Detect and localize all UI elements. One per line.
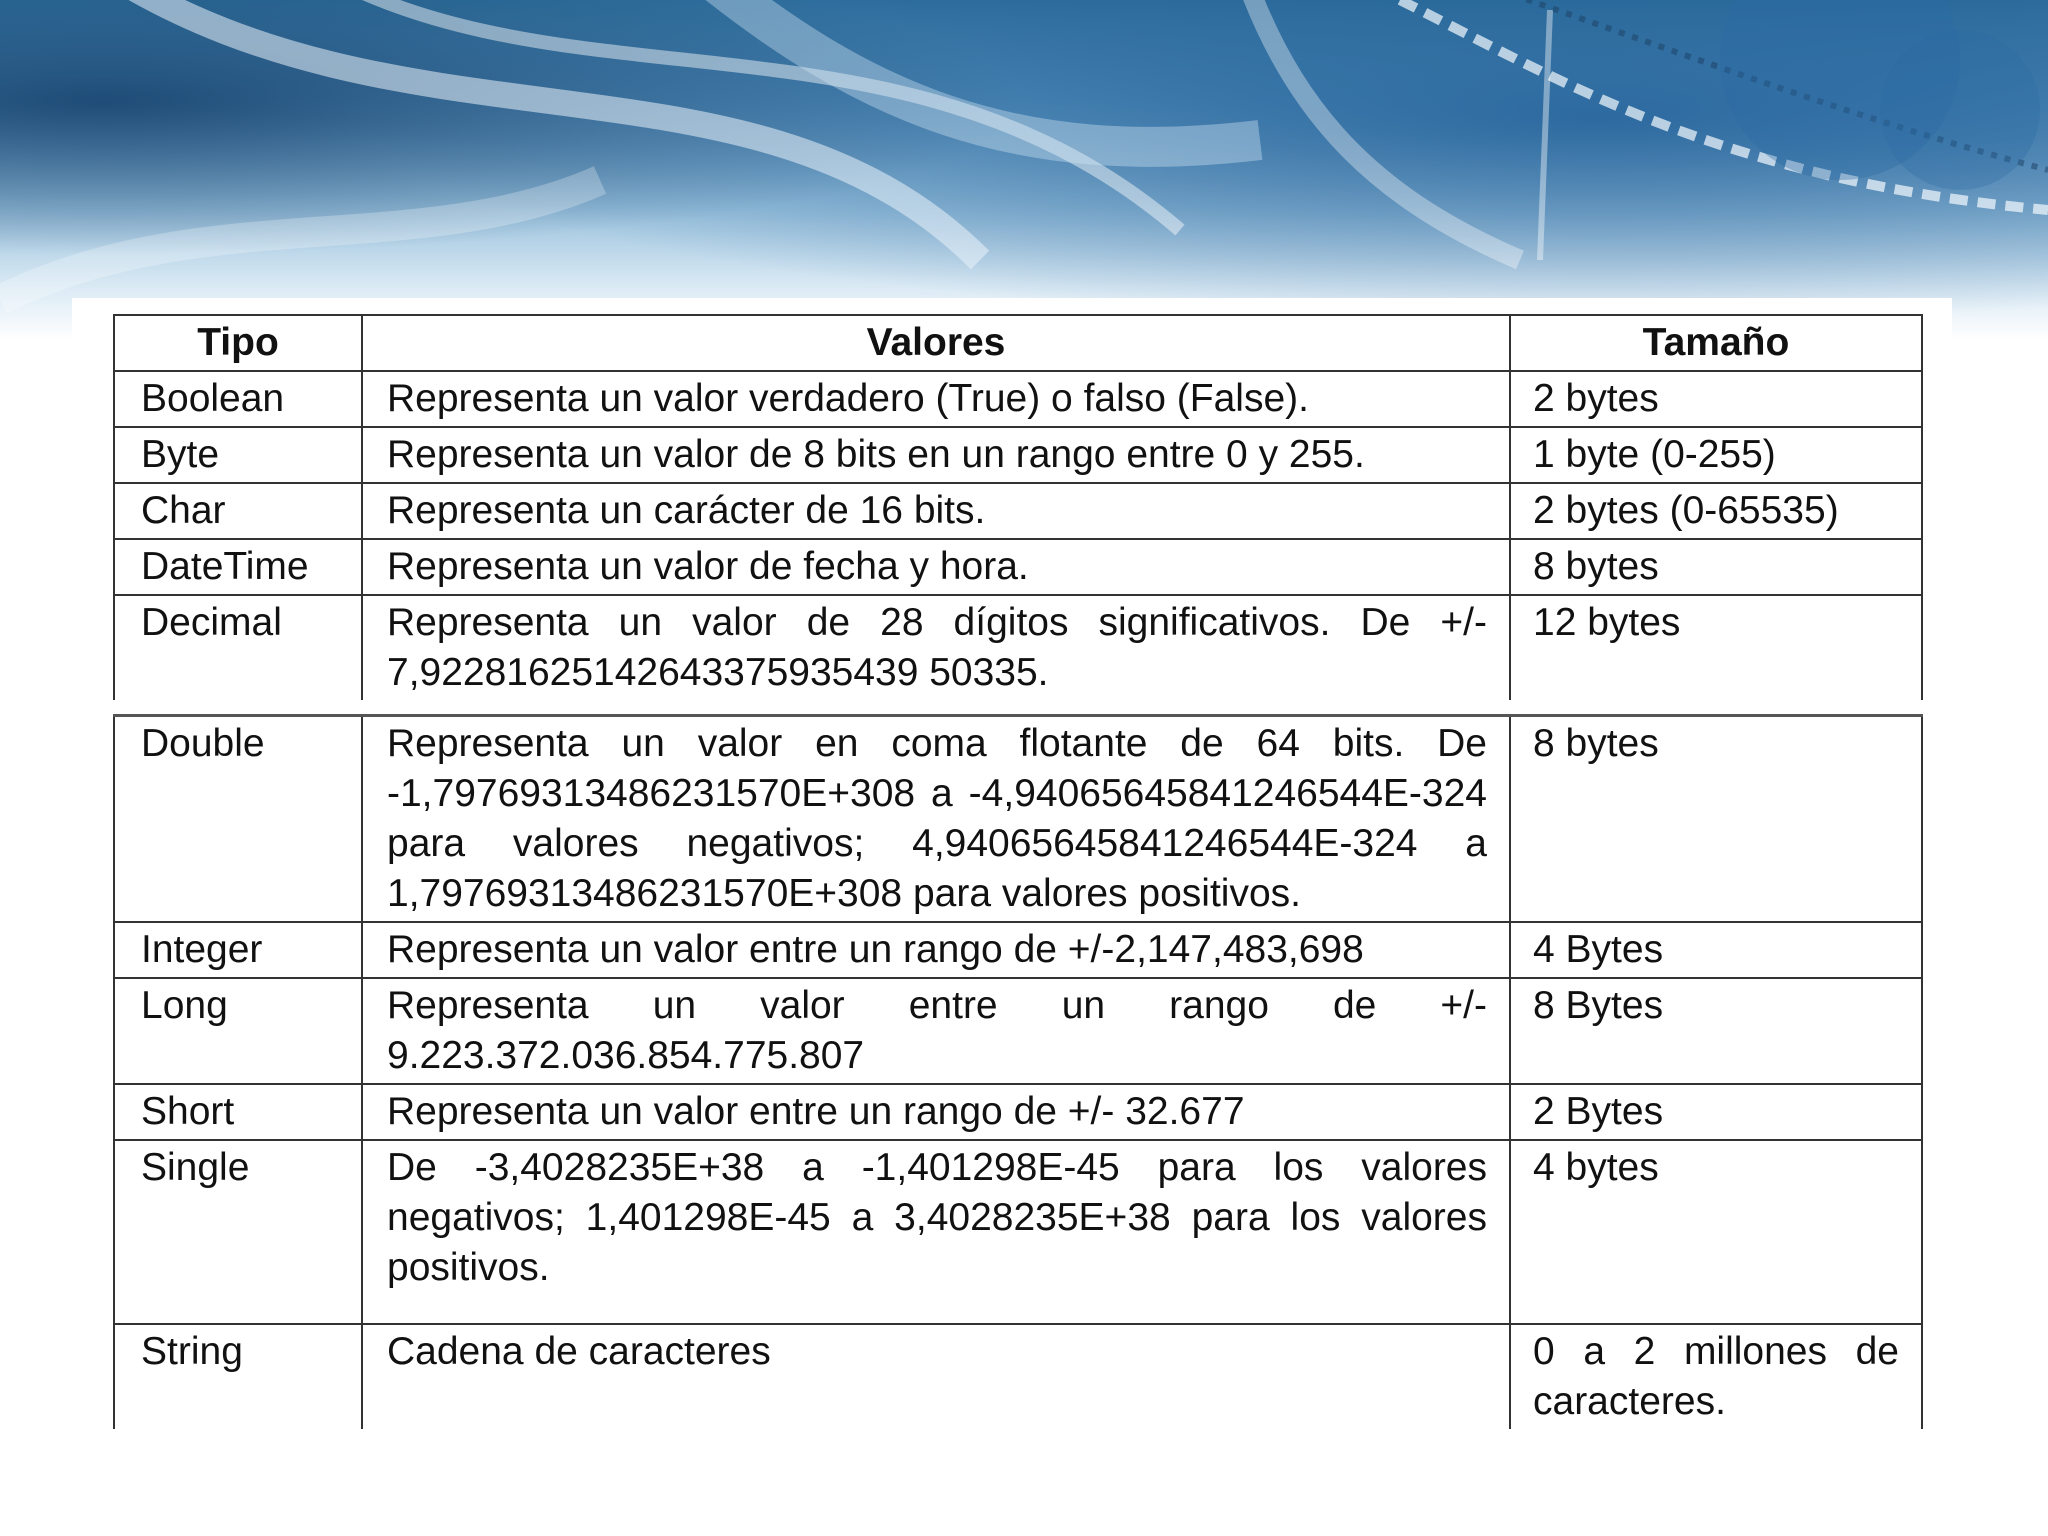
type-cell: Integer <box>114 922 362 978</box>
table-row <box>114 539 1922 595</box>
size-cell: 1 byte (0-255) <box>1510 427 1922 483</box>
table-row <box>114 716 1922 923</box>
table-row <box>114 483 1922 539</box>
table-row <box>114 1084 1922 1140</box>
values-cell: Representa un valor de 28 dígitos significativos. De +/- 7,92281625142643375935439 50335. <box>362 595 1510 700</box>
type-cell: Decimal <box>114 595 362 700</box>
size-cell: 12 bytes <box>1510 595 1922 700</box>
size-cell: 8 bytes <box>1510 716 1922 923</box>
type-cell: Byte <box>114 427 362 483</box>
values-cell: Representa un valor verdadero (True) o falso (False). <box>362 371 1510 427</box>
type-cell: Double <box>114 716 362 923</box>
type-cell: DateTime <box>114 539 362 595</box>
values-cell: Representa un valor de 8 bits en un rango entre 0 y 255. <box>362 427 1510 483</box>
size-cell: 8 bytes <box>1510 539 1922 595</box>
type-cell: Long <box>114 978 362 1084</box>
size-cell: 4 Bytes <box>1510 922 1922 978</box>
size-cell: 8 Bytes <box>1510 978 1922 1084</box>
values-cell: Representa un valor entre un rango de +/- 9.223.372.036.854.775.807 <box>362 978 1510 1084</box>
values-cell: Representa un carácter de 16 bits. <box>362 483 1510 539</box>
size-cell: 2 bytes <box>1510 371 1922 427</box>
data-types-table-part-1 <box>113 314 1923 700</box>
table-row <box>114 427 1922 483</box>
values-cell: Representa un valor de fecha y hora. <box>362 539 1510 595</box>
size-cell: 2 bytes (0-65535) <box>1510 483 1922 539</box>
size-cell: 0 a 2 millones de caracteres. <box>1510 1324 1922 1429</box>
values-cell: Representa un valor entre un rango de +/- 32.677 <box>362 1084 1510 1140</box>
table-row <box>114 1140 1922 1324</box>
table-row <box>114 1324 1922 1429</box>
table-row <box>114 371 1922 427</box>
table-header-row <box>114 315 1922 371</box>
slide-header-background <box>0 0 2048 340</box>
decorative-swirl-graphic <box>0 0 2048 340</box>
type-cell: Char <box>114 483 362 539</box>
header-valores: Valores <box>362 315 1510 371</box>
size-cell: 4 bytes <box>1510 1140 1922 1324</box>
values-cell: Representa un valor entre un rango de +/-2,147,483,698 <box>362 922 1510 978</box>
table-row <box>114 978 1922 1084</box>
values-cell: De -3,4028235E+38 a -1,401298E-45 para los valores negativos; 1,401298E-45 a 3,4028235E+38 para los valores positivos. <box>362 1140 1510 1324</box>
header-tipo: Tipo <box>114 315 362 371</box>
values-cell: Representa un valor en coma flotante de 64 bits. De -1,79769313486231570E+308 a -4,94065645841246544E-324 para valores negativos; 4,94065645841246544E-324 a 1,79769313486231570E+308 para valores positivos. <box>362 716 1510 923</box>
size-cell: 2 Bytes <box>1510 1084 1922 1140</box>
type-cell: Boolean <box>114 371 362 427</box>
table-row <box>114 595 1922 700</box>
type-cell: Short <box>114 1084 362 1140</box>
table-row <box>114 922 1922 978</box>
values-cell: Cadena de caracteres <box>362 1324 1510 1429</box>
type-cell: String <box>114 1324 362 1429</box>
type-cell: Single <box>114 1140 362 1324</box>
data-types-table-part-2 <box>113 714 1923 1429</box>
header-tamano: Tamaño <box>1510 315 1922 371</box>
